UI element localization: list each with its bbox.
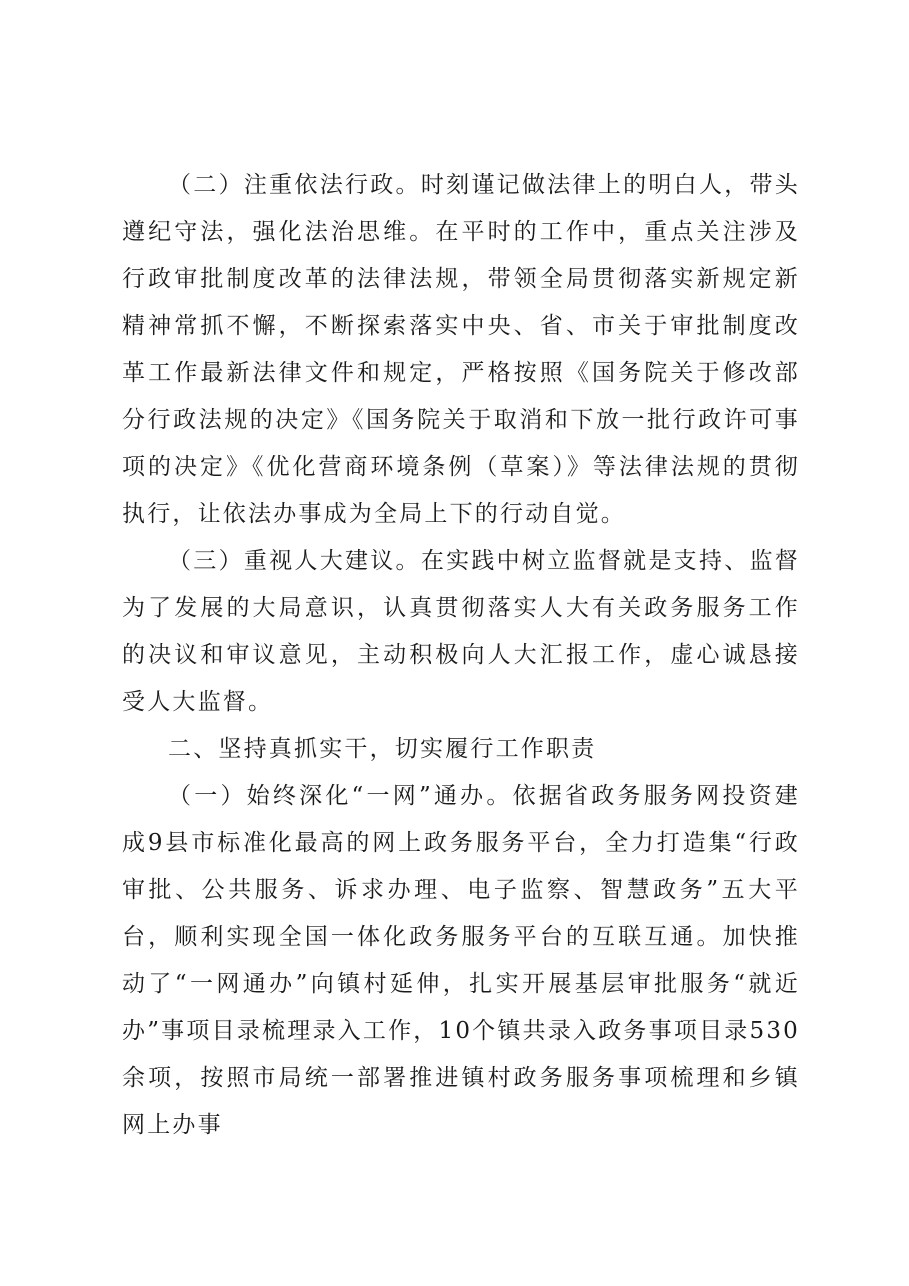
document-body	[122, 162, 800, 1149]
paragraph-one-network: （一）始终深化“一网”通办。依据省政务服务网投资建成9县市标准化最高的网上政务服务平台，全力打造集“行政审批、公共服务、诉求办理、电子监察、智慧政务”五大平台，顺利实现全国一体化政务服务平台的互联互通。加快推动了“一网通办”向镇村延伸，扎实开展基层审批服务“就近办”事项目录梳理录入工作，10个镇共录入政务事项目录530余项，按照市局统一部署推进镇村政务服务事项梳理和乡镇网上办事	[122, 783, 800, 1138]
paragraph-rule-of-law: （二）注重依法行政。时刻谨记做法律上的明白人，带头遵纪守法，强化法治思维。在平时的工作中，重点关注涉及行政审批制度改革的法律法规，带领全局贯彻落实新规定新精神常抓不懈，不断探索落实中央、省、市关于审批制度改革工作最新法律文件和规定，严格按照《国务院关于修改部分行政法规的决定》《国务院关于取消和下放一批行政许可事项的决定》《优化营商环境条例（草案）》等法律法规的贯彻执行，让依法办事成为全局上下的行动自觉。	[122, 172, 800, 527]
paragraph-npc-suggestions: （三）重视人大建议。在实践中树立监督就是支持、监督为了发展的大局意识，认真贯彻落实人大有关政务服务工作的决议和审议意见，主动积极向人大汇报工作，虚心诚恳接受人大监督。	[122, 548, 800, 715]
section-heading: 二、坚持真抓实干，切实履行工作职责	[168, 736, 597, 762]
